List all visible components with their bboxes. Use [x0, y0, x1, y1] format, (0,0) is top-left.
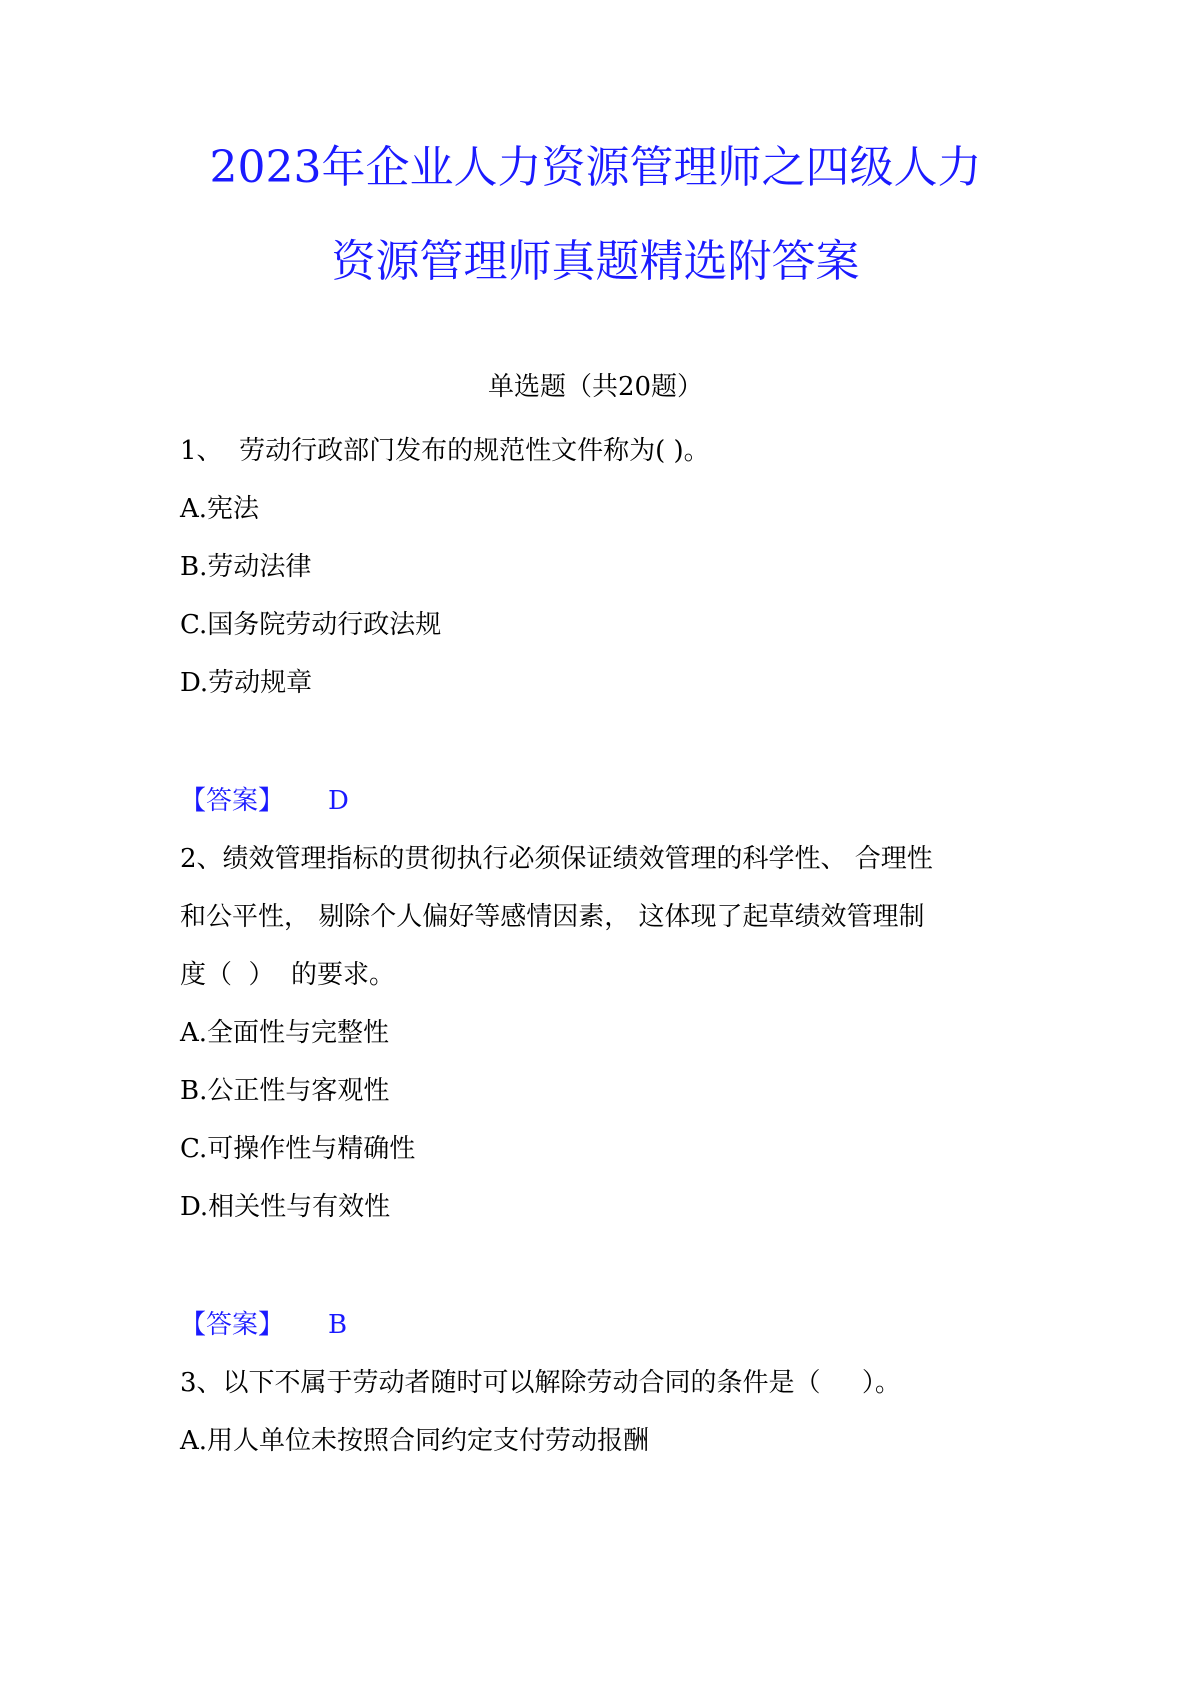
- question-2-answer: [180, 1308, 347, 1342]
- question-1-stem: 1、 劳动行政部门发布的规范性文件称为( )。: [180, 436, 710, 466]
- section-heading: 单选题（共20题）: [487, 372, 704, 402]
- answer-label: 【答案】: [180, 786, 285, 816]
- question-1-answer: [180, 784, 349, 818]
- question-1-option-c: C.国务院劳动行政法规: [180, 610, 442, 640]
- question-1-option-d: D.劳动规章: [180, 668, 313, 698]
- answer-label: 【答案】: [180, 1310, 285, 1340]
- question-2-stem-line-2: 和公平性， 剔除个人偏好等感情因素， 这体现了起草绩效管理制: [180, 902, 925, 932]
- document-title-line-1: 2023年企业人力资源管理师之四级人力: [209, 142, 982, 193]
- document-title-line-2: 资源管理师真题精选附答案: [331, 236, 860, 287]
- question-2-option-d: D.相关性与有效性: [180, 1192, 391, 1222]
- answer-value: D: [328, 786, 349, 816]
- question-2-option-c: C.可操作性与精确性: [180, 1134, 416, 1164]
- answer-value: B: [328, 1310, 348, 1340]
- question-1-option-a: A.宪法: [180, 494, 260, 524]
- question-1-option-b: B.劳动法律: [180, 552, 312, 582]
- question-2-option-b: B.公正性与客观性: [180, 1076, 390, 1106]
- question-2-stem-line-3: 度（ ） 的要求。: [180, 960, 396, 990]
- question-3-option-a: A.用人单位未按照合同约定支付劳动报酬: [180, 1426, 650, 1456]
- question-2-option-a: A.全面性与完整性: [180, 1018, 390, 1048]
- question-2-stem-line-1: 2、绩效管理指标的贯彻执行必须保证绩效管理的科学性、 合理性: [180, 844, 933, 874]
- question-3-stem: 3、以下不属于劳动者随时可以解除劳动合同的条件是（ ）。: [180, 1368, 901, 1398]
